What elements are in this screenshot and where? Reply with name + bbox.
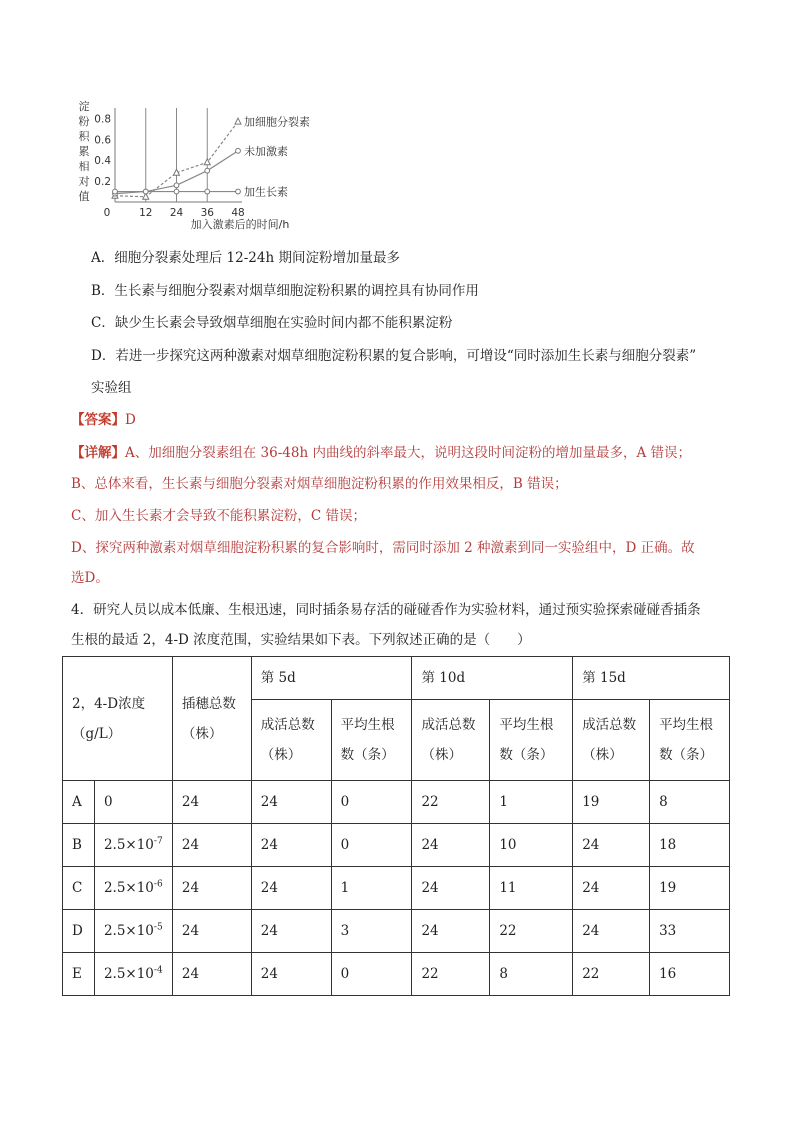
option-d-continued: 实验组 bbox=[91, 380, 132, 396]
subheader-survivors-line-2: （株） bbox=[260, 747, 302, 763]
answer-label: 【答案】 bbox=[71, 412, 125, 428]
row-concentration bbox=[94, 953, 172, 996]
concentration-base: 2.5×10 bbox=[103, 837, 154, 853]
cell-day10-survivors: 24 bbox=[412, 824, 490, 867]
cell-day10-survivors: 24 bbox=[412, 910, 490, 953]
row-concentration bbox=[94, 824, 172, 867]
cell-day10-roots: 10 bbox=[490, 824, 573, 867]
header-concentration-line-1: 2，4-D浓度 bbox=[72, 695, 146, 712]
subheader-roots-line-2: 数（条） bbox=[499, 747, 554, 763]
chart-axes bbox=[115, 108, 242, 202]
table-row bbox=[63, 867, 730, 910]
results-table bbox=[62, 656, 730, 996]
cell-day10-roots: 22 bbox=[490, 910, 573, 953]
data-point-triangle bbox=[235, 118, 241, 124]
subheader-survivors-line-1: 成活总数 bbox=[421, 717, 476, 733]
cell-day5-roots: 0 bbox=[331, 824, 412, 867]
answer-line bbox=[71, 410, 136, 430]
concentration-base: 0 bbox=[103, 794, 113, 810]
data-point-circle bbox=[113, 189, 118, 194]
cell-day5-survivors: 24 bbox=[251, 953, 331, 996]
y-axis-label-char: 累 bbox=[78, 145, 90, 158]
cell-day15-survivors: 24 bbox=[573, 824, 650, 867]
detail-line-4: D、探究两种激素对烟草细胞淀粉积累的复合影响时，需同时添加 2 种激素到同一实验组中，D 正确。故 bbox=[71, 540, 695, 556]
cell-day15-roots: 18 bbox=[650, 824, 730, 867]
subheader-survivors-line-2: （株） bbox=[421, 747, 462, 763]
question-4-line-2: 生根的最适 2，4-D 浓度范围，实验结果如下表。下列叙述正确的是（ ） bbox=[71, 632, 531, 648]
cell-day5-survivors: 24 bbox=[251, 781, 331, 824]
subheader-roots-line-1: 平均生根 bbox=[340, 717, 395, 733]
row-group: D bbox=[63, 910, 95, 953]
row-concentration bbox=[94, 781, 172, 824]
subheader-survivors-line-1: 成活总数 bbox=[260, 717, 315, 733]
series-label: 加生长素 bbox=[244, 185, 288, 199]
header-total-line-1: 插穗总数 bbox=[181, 695, 236, 712]
cell-total: 24 bbox=[172, 953, 251, 996]
data-point-circle bbox=[236, 189, 241, 194]
cell-day10-survivors: 24 bbox=[412, 867, 490, 910]
data-point-circle bbox=[205, 189, 210, 194]
detail-line-5: 选D。 bbox=[71, 570, 109, 586]
cell-day5-roots: 3 bbox=[331, 910, 412, 953]
y-axis-label-char: 值 bbox=[78, 190, 90, 203]
row-group: B bbox=[63, 824, 95, 867]
cell-day15-survivors: 24 bbox=[573, 867, 650, 910]
subheader-survivors bbox=[251, 700, 331, 781]
subheader-survivors bbox=[412, 700, 490, 781]
cell-total: 24 bbox=[172, 781, 251, 824]
table-row bbox=[63, 824, 730, 867]
starch-accumulation-chart bbox=[70, 98, 330, 238]
subheader-survivors-line-1: 成活总数 bbox=[582, 717, 637, 733]
cell-day10-roots: 1 bbox=[490, 781, 573, 824]
option-a: A．细胞分裂素处理后 12-24h 期间淀粉增加量最多 bbox=[91, 250, 400, 266]
cell-day5-roots: 1 bbox=[331, 867, 412, 910]
cell-day10-survivors: 22 bbox=[412, 953, 490, 996]
cell-day5-survivors: 24 bbox=[251, 910, 331, 953]
table-row bbox=[63, 910, 730, 953]
header-concentration-line-2: （g/L） bbox=[72, 725, 122, 742]
x-axis-label: 加入激素后的时间/h bbox=[190, 218, 290, 231]
y-tick-labels bbox=[94, 113, 111, 188]
series-label: 未加激素 bbox=[244, 144, 288, 158]
cell-total: 24 bbox=[172, 824, 251, 867]
cell-day5-survivors: 24 bbox=[251, 824, 331, 867]
detail-line-1 bbox=[71, 443, 691, 463]
cell-day15-survivors: 22 bbox=[573, 953, 650, 996]
x-tick-label: 12 bbox=[139, 207, 153, 219]
cell-total: 24 bbox=[172, 910, 251, 953]
concentration-exponent: -5 bbox=[153, 922, 163, 933]
row-concentration bbox=[94, 867, 172, 910]
y-tick-label: 0.2 bbox=[94, 176, 111, 189]
table-row bbox=[63, 953, 730, 996]
cell-day5-roots: 0 bbox=[331, 781, 412, 824]
row-group: A bbox=[63, 781, 95, 824]
data-point-circle bbox=[174, 189, 179, 194]
header-total-line-2: （株） bbox=[181, 725, 223, 742]
concentration-base: 2.5×10 bbox=[103, 880, 154, 896]
row-concentration bbox=[94, 910, 172, 953]
data-point-circle bbox=[236, 148, 241, 153]
detail-text-1: A、加细胞分裂素组在 36-48h 内曲线的斜率最大，说明这段时间淀粉的增加量最多，A 错误； bbox=[125, 445, 691, 461]
header-concentration bbox=[63, 657, 173, 781]
concentration-exponent: -7 bbox=[153, 836, 163, 847]
question-4-line-1: 4．研究人员以成本低廉、生根迅速，同时插条易存活的碰碰香作为实验材料，通过预实验探索碰碰香插条 bbox=[71, 602, 701, 618]
data-point-circle bbox=[143, 189, 148, 194]
x-tick-label: 36 bbox=[200, 207, 214, 219]
table-header-row-1 bbox=[63, 657, 730, 700]
subheader-roots bbox=[331, 700, 412, 781]
data-point-circle bbox=[205, 168, 210, 173]
concentration-base: 2.5×10 bbox=[103, 966, 154, 982]
answer-value: D bbox=[125, 412, 136, 428]
subheader-roots-line-2: 数（条） bbox=[340, 747, 395, 763]
cell-day10-survivors: 22 bbox=[412, 781, 490, 824]
x-tick-label: 24 bbox=[169, 207, 184, 219]
y-tick-label: 0.8 bbox=[94, 113, 111, 126]
cell-day15-survivors: 24 bbox=[573, 910, 650, 953]
cell-day10-roots: 11 bbox=[490, 867, 573, 910]
detail-line-2: B、总体来看，生长素与细胞分裂素对烟草细胞淀粉积累的作用效果相反，B 错误； bbox=[71, 476, 568, 492]
y-tick-label: 0.4 bbox=[94, 155, 111, 168]
header-day-15: 第 15d bbox=[573, 657, 730, 700]
x-tick-label: 48 bbox=[231, 207, 245, 219]
concentration-exponent: -6 bbox=[153, 879, 163, 890]
y-axis-label-char: 积 bbox=[78, 130, 90, 143]
cell-day15-survivors: 19 bbox=[573, 781, 650, 824]
series-labels bbox=[244, 115, 310, 199]
subheader-roots bbox=[650, 700, 730, 781]
cell-day15-roots: 19 bbox=[650, 867, 730, 910]
cell-total: 24 bbox=[172, 867, 251, 910]
header-total bbox=[172, 657, 251, 781]
row-group: E bbox=[63, 953, 95, 996]
subheader-roots-line-1: 平均生根 bbox=[659, 717, 714, 733]
table-row bbox=[63, 781, 730, 824]
subheader-roots-line-2: 数（条） bbox=[659, 747, 714, 763]
option-c: C．缺少生长素会导致烟草细胞在实验时间内都不能积累淀粉 bbox=[91, 315, 453, 331]
cell-day15-roots: 8 bbox=[650, 781, 730, 824]
concentration-base: 2.5×10 bbox=[103, 923, 154, 939]
cell-day5-survivors: 24 bbox=[251, 867, 331, 910]
y-axis-label-char: 粉 bbox=[78, 115, 90, 128]
subheader-survivors-line-2: （株） bbox=[582, 747, 623, 763]
x-tick-label: 0 bbox=[103, 207, 111, 219]
option-d: D．若进一步探究这两种激素对烟草细胞淀粉积累的复合影响，可增设“同时添加生长素与细胞分裂素” bbox=[91, 348, 697, 364]
row-group: C bbox=[63, 867, 95, 910]
y-axis-label bbox=[79, 99, 91, 203]
cell-day15-roots: 16 bbox=[650, 953, 730, 996]
cell-day5-roots: 0 bbox=[331, 953, 412, 996]
y-axis-label-char: 对 bbox=[78, 175, 90, 188]
subheader-survivors bbox=[573, 700, 650, 781]
detail-line-3: C、加入生长素才会导致不能积累淀粉，C 错误； bbox=[71, 508, 366, 524]
y-axis-label-char: 相 bbox=[78, 160, 90, 173]
cell-day10-roots: 8 bbox=[490, 953, 573, 996]
detail-label: 【详解】 bbox=[71, 445, 125, 461]
series-label: 加细胞分裂素 bbox=[244, 115, 310, 129]
concentration-exponent: -4 bbox=[153, 965, 163, 976]
cell-day15-roots: 33 bbox=[650, 910, 730, 953]
data-point-circle bbox=[174, 183, 179, 188]
option-b: B．生长素与细胞分裂素对烟草细胞淀粉积累的调控具有协同作用 bbox=[91, 283, 479, 299]
header-day-5: 第 5d bbox=[251, 657, 412, 700]
y-axis-label-char: 淀 bbox=[78, 100, 90, 113]
subheader-roots bbox=[490, 700, 573, 781]
y-tick-label: 0.6 bbox=[94, 134, 111, 147]
header-day-10: 第 10d bbox=[412, 657, 573, 700]
subheader-roots-line-1: 平均生根 bbox=[499, 717, 554, 733]
